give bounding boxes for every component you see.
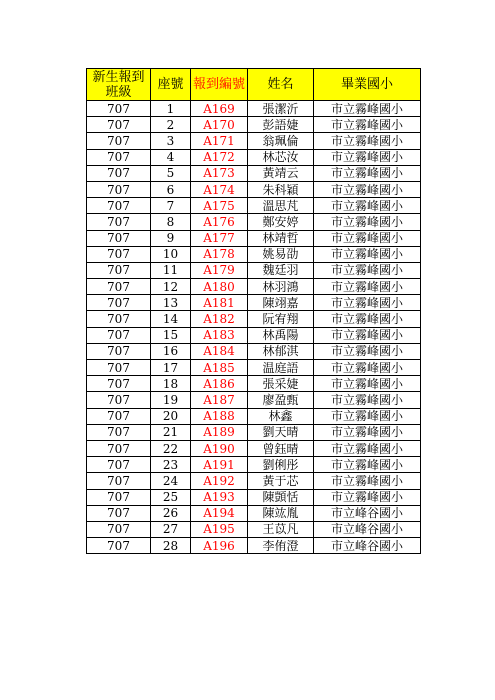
cell-school: 市立霧峰國小: [314, 101, 421, 117]
table-row: [87, 214, 421, 230]
cell-code: A172: [191, 149, 248, 165]
header-class-line2: 班級: [105, 84, 132, 100]
cell-name: 姚易劭: [248, 246, 314, 262]
cell-name: 林鑫: [248, 408, 314, 424]
cell-seat: 28: [151, 538, 191, 554]
header-name: 姓名: [248, 69, 314, 101]
table-row: [87, 392, 421, 408]
cell-class: 707: [87, 392, 151, 408]
cell-seat: 23: [151, 457, 191, 473]
cell-class: 707: [87, 246, 151, 262]
cell-code: A178: [191, 246, 248, 262]
cell-name: 黃靖云: [248, 165, 314, 181]
cell-seat: 2: [151, 117, 191, 133]
cell-school: 市立霧峰國小: [314, 198, 421, 214]
cell-class: 707: [87, 165, 151, 181]
cell-seat: 8: [151, 214, 191, 230]
table-row: [87, 489, 421, 505]
cell-seat: 24: [151, 473, 191, 489]
cell-class: 707: [87, 473, 151, 489]
cell-seat: 18: [151, 376, 191, 392]
cell-school: 市立霧峰國小: [314, 311, 421, 327]
cell-code: A173: [191, 165, 248, 181]
table-row: [87, 327, 421, 343]
cell-name: 陳竑胤: [248, 505, 314, 521]
cell-class: 707: [87, 262, 151, 278]
table-row: [87, 505, 421, 521]
cell-name: 劉天晴: [248, 424, 314, 440]
cell-name: 王苡凡: [248, 521, 314, 537]
cell-class: 707: [87, 133, 151, 149]
cell-code: A193: [191, 489, 248, 505]
cell-code: A194: [191, 505, 248, 521]
cell-class: 707: [87, 343, 151, 359]
cell-seat: 14: [151, 311, 191, 327]
cell-school: 市立峰谷國小: [314, 505, 421, 521]
cell-name: 林羽鴻: [248, 279, 314, 295]
table-row: [87, 311, 421, 327]
cell-code: A179: [191, 262, 248, 278]
cell-school: 市立霧峰國小: [314, 214, 421, 230]
cell-name: 溫思芃: [248, 198, 314, 214]
cell-class: 707: [87, 230, 151, 246]
cell-name: 廖盈甄: [248, 392, 314, 408]
cell-class: 707: [87, 214, 151, 230]
cell-class: 707: [87, 424, 151, 440]
cell-school: 市立霧峰國小: [314, 473, 421, 489]
table-row: [87, 376, 421, 392]
cell-seat: 21: [151, 424, 191, 440]
cell-school: 市立霧峰國小: [314, 489, 421, 505]
cell-class: 707: [87, 149, 151, 165]
cell-school: 市立霧峰國小: [314, 295, 421, 311]
cell-school: 市立峰谷國小: [314, 538, 421, 554]
cell-name: 彭語婕: [248, 117, 314, 133]
cell-school: 市立霧峰國小: [314, 262, 421, 278]
cell-school: 市立霧峰國小: [314, 457, 421, 473]
cell-seat: 4: [151, 149, 191, 165]
cell-code: A177: [191, 230, 248, 246]
cell-school: 市立霧峰國小: [314, 360, 421, 376]
table-row: [87, 101, 421, 117]
roster-body: [87, 101, 421, 554]
table-row: [87, 440, 421, 456]
cell-name: 鄭安婷: [248, 214, 314, 230]
header-seat: 座號: [151, 69, 191, 101]
cell-seat: 10: [151, 246, 191, 262]
cell-code: A195: [191, 521, 248, 537]
roster-header: [87, 69, 421, 101]
cell-code: A189: [191, 424, 248, 440]
cell-school: 市立霧峰國小: [314, 117, 421, 133]
cell-code: A175: [191, 198, 248, 214]
cell-code: A188: [191, 408, 248, 424]
cell-name: 魏廷羽: [248, 262, 314, 278]
cell-code: A192: [191, 473, 248, 489]
cell-school: 市立霧峰國小: [314, 392, 421, 408]
cell-school: 市立霧峰國小: [314, 149, 421, 165]
cell-seat: 12: [151, 279, 191, 295]
table-row: [87, 181, 421, 197]
cell-code: A183: [191, 327, 248, 343]
cell-school: 市立峰谷國小: [314, 521, 421, 537]
cell-name: 林芯汝: [248, 149, 314, 165]
table-row: [87, 473, 421, 489]
cell-code: A176: [191, 214, 248, 230]
table-row: [87, 246, 421, 262]
table-row: [87, 262, 421, 278]
table-row: [87, 457, 421, 473]
table-row: [87, 360, 421, 376]
cell-class: 707: [87, 181, 151, 197]
cell-code: A186: [191, 376, 248, 392]
cell-school: 市立霧峰國小: [314, 165, 421, 181]
cell-school: 市立霧峰國小: [314, 376, 421, 392]
table-row: [87, 198, 421, 214]
cell-class: 707: [87, 327, 151, 343]
cell-code: A170: [191, 117, 248, 133]
cell-code: A185: [191, 360, 248, 376]
table-row: [87, 149, 421, 165]
cell-seat: 15: [151, 327, 191, 343]
cell-name: 翁珮倫: [248, 133, 314, 149]
cell-code: A184: [191, 343, 248, 359]
header-row: [87, 69, 421, 101]
cell-class: 707: [87, 505, 151, 521]
cell-code: A182: [191, 311, 248, 327]
cell-school: 市立霧峰國小: [314, 440, 421, 456]
cell-seat: 16: [151, 343, 191, 359]
cell-code: A181: [191, 295, 248, 311]
cell-school: 市立霧峰國小: [314, 424, 421, 440]
table-row: [87, 343, 421, 359]
cell-code: A180: [191, 279, 248, 295]
cell-name: 黃于芯: [248, 473, 314, 489]
table-row: [87, 408, 421, 424]
header-school: 畢業國小: [314, 69, 421, 101]
table-row: [87, 424, 421, 440]
cell-school: 市立霧峰國小: [314, 181, 421, 197]
cell-class: 707: [87, 279, 151, 295]
cell-seat: 17: [151, 360, 191, 376]
cell-class: 707: [87, 311, 151, 327]
cell-school: 市立霧峰國小: [314, 246, 421, 262]
header-class-line1: 新生報到: [92, 69, 145, 85]
table-row: [87, 165, 421, 181]
cell-code: A169: [191, 101, 248, 117]
cell-name: 李侑澄: [248, 538, 314, 554]
cell-seat: 20: [151, 408, 191, 424]
table-row: [87, 538, 421, 554]
cell-name: 阮宥翔: [248, 311, 314, 327]
cell-seat: 19: [151, 392, 191, 408]
cell-school: 市立霧峰國小: [314, 279, 421, 295]
cell-code: A191: [191, 457, 248, 473]
cell-code: A196: [191, 538, 248, 554]
cell-class: 707: [87, 101, 151, 117]
cell-seat: 3: [151, 133, 191, 149]
cell-seat: 7: [151, 198, 191, 214]
cell-name: 劉俐彤: [248, 457, 314, 473]
cell-class: 707: [87, 440, 151, 456]
cell-seat: 5: [151, 165, 191, 181]
cell-class: 707: [87, 538, 151, 554]
cell-school: 市立霧峰國小: [314, 343, 421, 359]
cell-name: 張采婕: [248, 376, 314, 392]
cell-school: 市立霧峰國小: [314, 327, 421, 343]
cell-seat: 25: [151, 489, 191, 505]
cell-seat: 22: [151, 440, 191, 456]
cell-name: 曾鈺晴: [248, 440, 314, 456]
cell-code: A171: [191, 133, 248, 149]
table-row: [87, 521, 421, 537]
header-code: 報到編號: [191, 69, 248, 101]
cell-class: 707: [87, 376, 151, 392]
cell-class: 707: [87, 117, 151, 133]
cell-name: 林郁淇: [248, 343, 314, 359]
cell-seat: 13: [151, 295, 191, 311]
table-row: [87, 117, 421, 133]
cell-code: A174: [191, 181, 248, 197]
cell-class: 707: [87, 360, 151, 376]
cell-class: 707: [87, 489, 151, 505]
cell-name: 林禹陽: [248, 327, 314, 343]
cell-name: 朱科穎: [248, 181, 314, 197]
cell-school: 市立霧峰國小: [314, 133, 421, 149]
cell-class: 707: [87, 457, 151, 473]
header-class: [87, 69, 151, 101]
cell-seat: 26: [151, 505, 191, 521]
cell-name: 林靖哲: [248, 230, 314, 246]
cell-seat: 27: [151, 521, 191, 537]
cell-seat: 11: [151, 262, 191, 278]
cell-name: 陳顗恬: [248, 489, 314, 505]
roster-table: [86, 68, 421, 554]
cell-class: 707: [87, 408, 151, 424]
cell-code: A190: [191, 440, 248, 456]
cell-name: 陳翊嘉: [248, 295, 314, 311]
cell-seat: 1: [151, 101, 191, 117]
cell-class: 707: [87, 295, 151, 311]
cell-class: 707: [87, 521, 151, 537]
cell-school: 市立霧峰國小: [314, 230, 421, 246]
table-row: [87, 279, 421, 295]
table-row: [87, 295, 421, 311]
cell-class: 707: [87, 198, 151, 214]
table-row: [87, 133, 421, 149]
cell-name: 張潔沂: [248, 101, 314, 117]
cell-seat: 9: [151, 230, 191, 246]
cell-code: A187: [191, 392, 248, 408]
cell-seat: 6: [151, 181, 191, 197]
cell-name: 温庭語: [248, 360, 314, 376]
table-row: [87, 230, 421, 246]
cell-school: 市立霧峰國小: [314, 408, 421, 424]
